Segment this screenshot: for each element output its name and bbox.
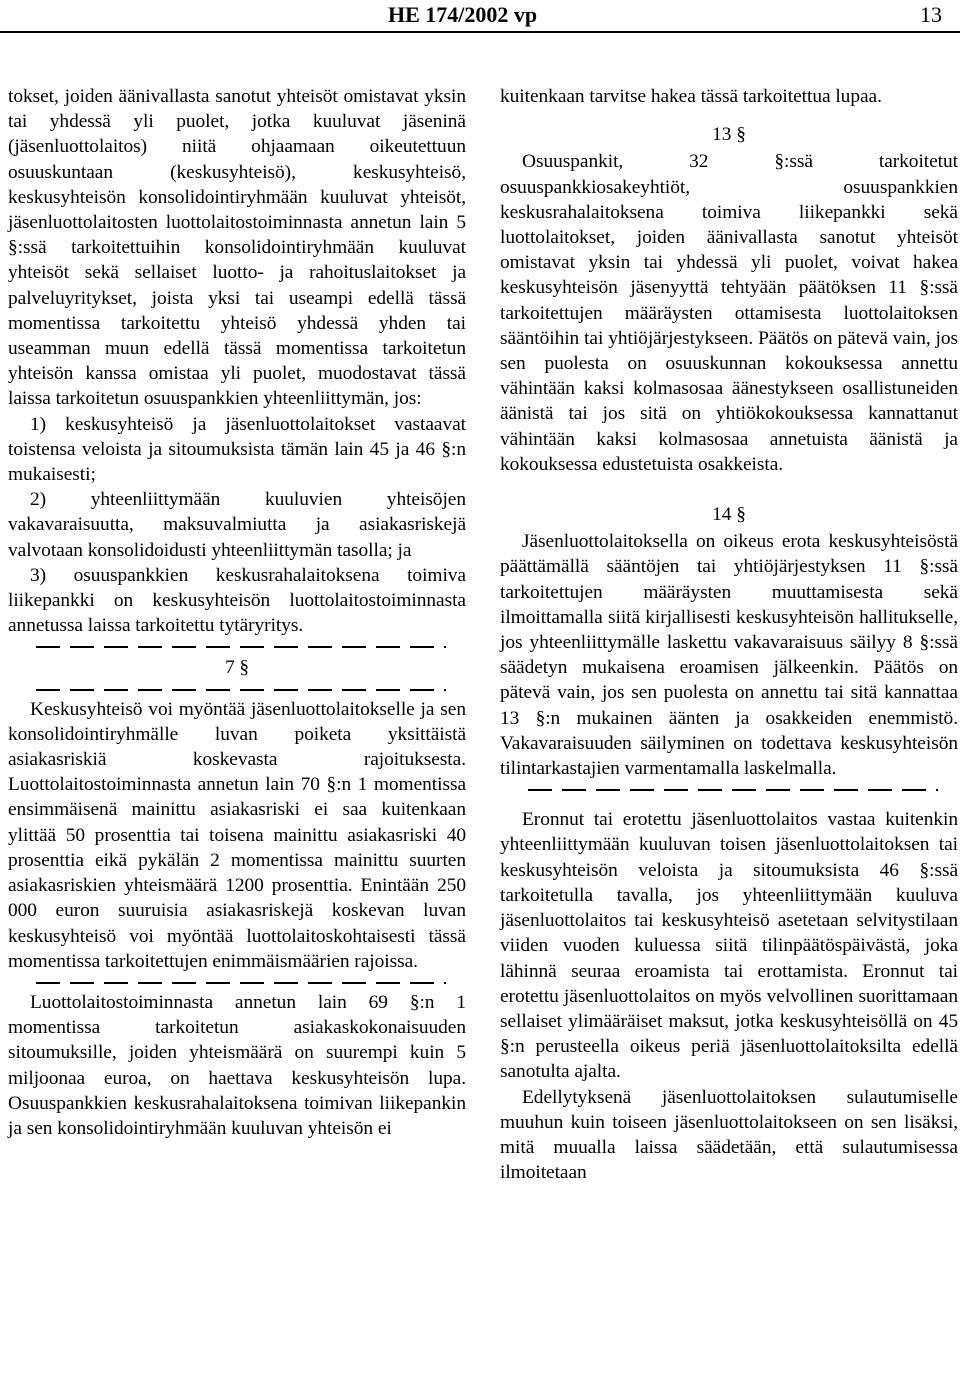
header-rule [0,31,960,33]
section-heading-7: 7 § [224,657,250,679]
right-paragraph-1: kuitenkaan tarvitse hakea tässä tarkoitettua lupaa. [500,86,882,107]
left-paragraph-1: tokset, joiden äänivallasta sanotut yhteisöt omistavat yksin tai yhdessä yli puolet, jotka kuuluvat jäseninä (jäsenluottolaitos) niitä ohjaamaan oikeutettuun osuuskuntaan (keskusyhteisö), keskusyhteisö, keskusyhteisön konsolidointiryhmään kuuluvat yhteisöt, jäsenluottolaitosten luottolaitostoiminnasta annetun lain 5 §:ssä tarkoitettuihin konsolidointiryhmään kuuluvat yhteisöt sekä sellaiset luotto- ja rahoituslaitokset ja palveluyritykset, joista yksi tai useampi edellä tässä momentissa tarkoitettu yhteisö yhdessä yhden tai useamman muun edellä tässä momentissa tarkoitetun yhteisön kanssa omistaa yli puolet, muodostavat tässä laissa tarkoitetun osuuspankkien yhteenliittymän, jos: [8,86,466,410]
section-heading-13: 13 § [712,124,746,146]
page-header [0,0,960,40]
left-paragraph-3: 2) yhteenliittymään kuuluvien yhteisöjen vakavaraisuutta, maksuvalmiutta ja asiakasriskejä valvotaan konsolidoidusti yhteenliittymän tasolla; ja [8,489,466,561]
left-paragraph-6: Luottolaitostoiminnasta annetun lain 69 §:n 1 momentissa tarkoitetun asiakaskokonaisuuden sitoumuksille, joiden yhteismäärä on suurempi kuin 5 miljoonaa euroa, on haettava keskusyhteisön lupa. Osuuspankkien keskusrahalaitoksena toimivan liikepankin ja sen konsolidointiryhmään kuuluvan yhteisön ei [8,991,466,1139]
left-paragraph-5: Keskusyhteisö voi myöntää jäsenluottolaitokselle ja sen konsolidointiryhmälle luvan poiketa yksittäistä asiakasriskiä koskevasta rajoituksesta. Luottolaitostoiminnasta annetun lain 70 §:n 1 momentissa ensimmäisenä mainittu asiakasriski ei saa kuitenkaan ylittää 50 prosenttia tai toisena mainittu asiakasriski 40 prosenttia eikä pykälän 2 momentissa mainittu suurten asiakasriskien yhteismäärä 1200 prosenttia. Enintään 250 000 euron suuruisia asiakasriskejä koskevan luvan keskusyhteisö voi myöntää luottolaitoskohtaisesti tässä momentissa tarkoitettujen enimmäismäärien rajoissa. [8,698,466,972]
dashed-separator [528,784,938,796]
spacer [500,797,958,807]
document-id: HE 174/2002 vp [388,2,538,27]
dashed-separator [36,977,446,989]
right-paragraph-4: Eronnut tai erotettu jäsenluottolaitos vastaa kuitenkin yhteenliittymään kuuluvan toisen jäsenluottolaitoksen tai keskusyhteisön veloista ja sitoumuksista 46 §:ssä tarkoitetulla tavalla, jos yhteenliittymään kuuluva jäsenluottolaitos tai keskusyhteisö asetetaan selvitystilaan viiden vuoden kuluessa siitä tilinpäätöspäivästä, joka lähinnä seuraa eroamista tai erottamista. Eronnut tai erotettu jäsenluottolaitos on myös velvollinen suorittamaan sellaiset ylimääräiset maksut, jotka keskusyhteisöllä on 45 §:n perusteella oikeus periä jäsenluottolaitoksilta edellä sanotulta ajalta. [500,809,958,1083]
right-paragraph-2: Osuuspankit, 32 §:ssä tarkoitetut osuuspankkiosakeyhtiöt, osuuspankkien keskusrahalaitoksena toimiva liikepankki sekä luottolaitokset, joiden äänivallasta sanotut yhteisöt omistavat yksin tai yhdessä yli puolet, voivat hakea keskusyhteisön jäsenyyttä tehtyään päätöksen 11 §:ssä tarkoitettujen määräysten ottamisesta luottolaitoksen sääntöihin tai yhtiöjärjestykseen. Päätös on pätevä vain, jos sen puolesta on osuuskunnan kokouksessa annettu vähintään kaksi kolmasosaa äänestykseen osallistuneiden äänistä tai jos sitä on yhtiökokouksessa kannattanut vähintään kaksi kolmasosaa annetuista äänistä ja kokouksessa edustetuista osakkeista. [500,151,958,475]
right-paragraph-3: Jäsenluottolaitoksella on oikeus erota keskusyhteisöstä päättämällä sääntöjen tai yhtiöjärjestyksen 11 §:ssä tarkoitettujen määräysten muuttamisesta sekä ilmoittamalla siitä kirjallisesti keskusyhteisön hallitukselle, jos yhteenliittymälle laskettu vakavaraisuus säilyy 8 §:ssä säädetyn mukaisena eroamisen jälkeenkin. Päätös on pätevä vain, jos sen puolesta on annettu tai sitä kannattaa 13 §:n mukainen äänten ja osakkeiden enemmistö. Vakavaraisuuden säilyminen on todettava keskusyhteisön tilintarkastajien varmentamalla laskelmalla. [500,531,958,780]
dashed-separator [36,684,446,696]
page-number: 13 [920,2,942,27]
left-paragraph-2: 1) keskusyhteisö ja jäsenluottolaitokset vastaavat toistensa veloista ja sitoumuksista tämän lain 45 ja 46 §:n mukaisesti; [8,413,466,486]
right-paragraph-5: Edellytyksenä jäsenluottolaitoksen sulautumiselle muuhun kuin toiseen jäsenluottolaitokseen on sen lisäksi, mitä muualla laissa säädetään, että sulautumisessa ilmoitetaan [500,1086,958,1184]
dashed-separator [36,641,446,653]
right-column [500,84,958,1185]
section-heading-14: 14 § [712,504,746,526]
left-paragraph-4: 3) osuuspankkien keskusrahalaitoksena toimiva liikepankki on keskusyhteisön luottolaitostoiminnasta annetussa laissa tarkoitettu tytäryritys. [8,564,466,637]
left-column [8,84,466,1141]
